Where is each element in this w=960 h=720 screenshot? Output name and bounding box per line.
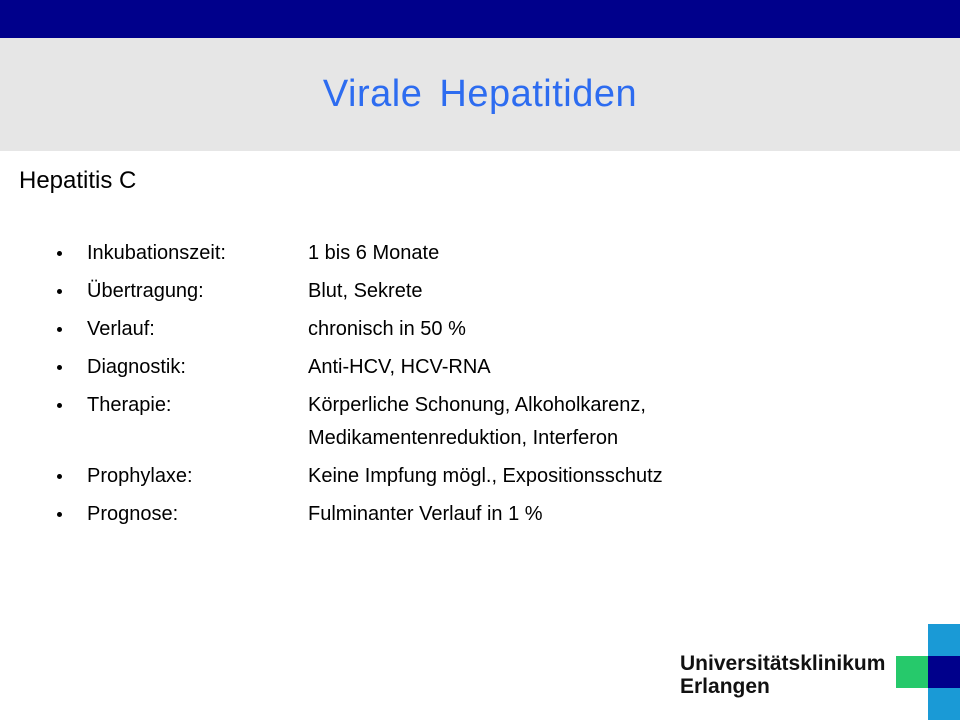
item-value: Körperliche Schonung, Alkoholkarenz, Medikamentenreduktion, Interferon	[308, 394, 646, 449]
item-value: chronisch in 50 %	[308, 318, 466, 340]
item-value: 1 bis 6 Monate	[308, 242, 440, 264]
top-bar	[0, 0, 960, 38]
logo-line-2: Erlangen	[680, 675, 770, 698]
university-logo-text	[680, 652, 885, 698]
bullet-icon	[57, 251, 62, 256]
item-label: Inkubationszeit:	[87, 242, 226, 264]
bullet-icon	[57, 512, 62, 517]
slide-title: Virale Hepatitiden	[322, 73, 638, 115]
bullet-icon	[57, 365, 62, 370]
list-item	[57, 313, 917, 346]
item-value: Anti-HCV, HCV-RNA	[308, 356, 491, 378]
bullet-icon	[57, 289, 62, 294]
item-value: Keine Impfung mögl., Expositionsschutz	[308, 465, 663, 487]
list-item	[57, 389, 917, 455]
logo-square-navy	[928, 656, 960, 688]
list-item	[57, 460, 917, 493]
item-label: Verlauf:	[87, 318, 155, 340]
item-value: Blut, Sekrete	[308, 280, 423, 302]
logo-line-1: Universitätsklinikum	[680, 652, 886, 675]
item-label: Übertragung:	[87, 280, 204, 302]
item-label: Diagnostik:	[87, 356, 186, 378]
list-item	[57, 275, 917, 308]
item-label: Prognose:	[87, 503, 179, 525]
list-item	[57, 237, 917, 270]
item-label: Prophylaxe:	[87, 465, 193, 487]
bullet-icon	[57, 474, 62, 479]
list-item	[57, 351, 917, 384]
item-label: Therapie:	[87, 394, 172, 416]
bullet-icon	[57, 327, 62, 332]
logo-square-green	[896, 656, 928, 688]
logo-square-blue-top	[928, 624, 960, 656]
logo-square-blue-bottom	[928, 688, 960, 720]
bullet-icon	[57, 403, 62, 408]
bullet-list	[57, 237, 917, 536]
item-value: Fulminanter Verlauf in 1 %	[308, 503, 543, 525]
list-item	[57, 498, 917, 531]
slide-subtitle: Hepatitis C	[19, 167, 137, 194]
